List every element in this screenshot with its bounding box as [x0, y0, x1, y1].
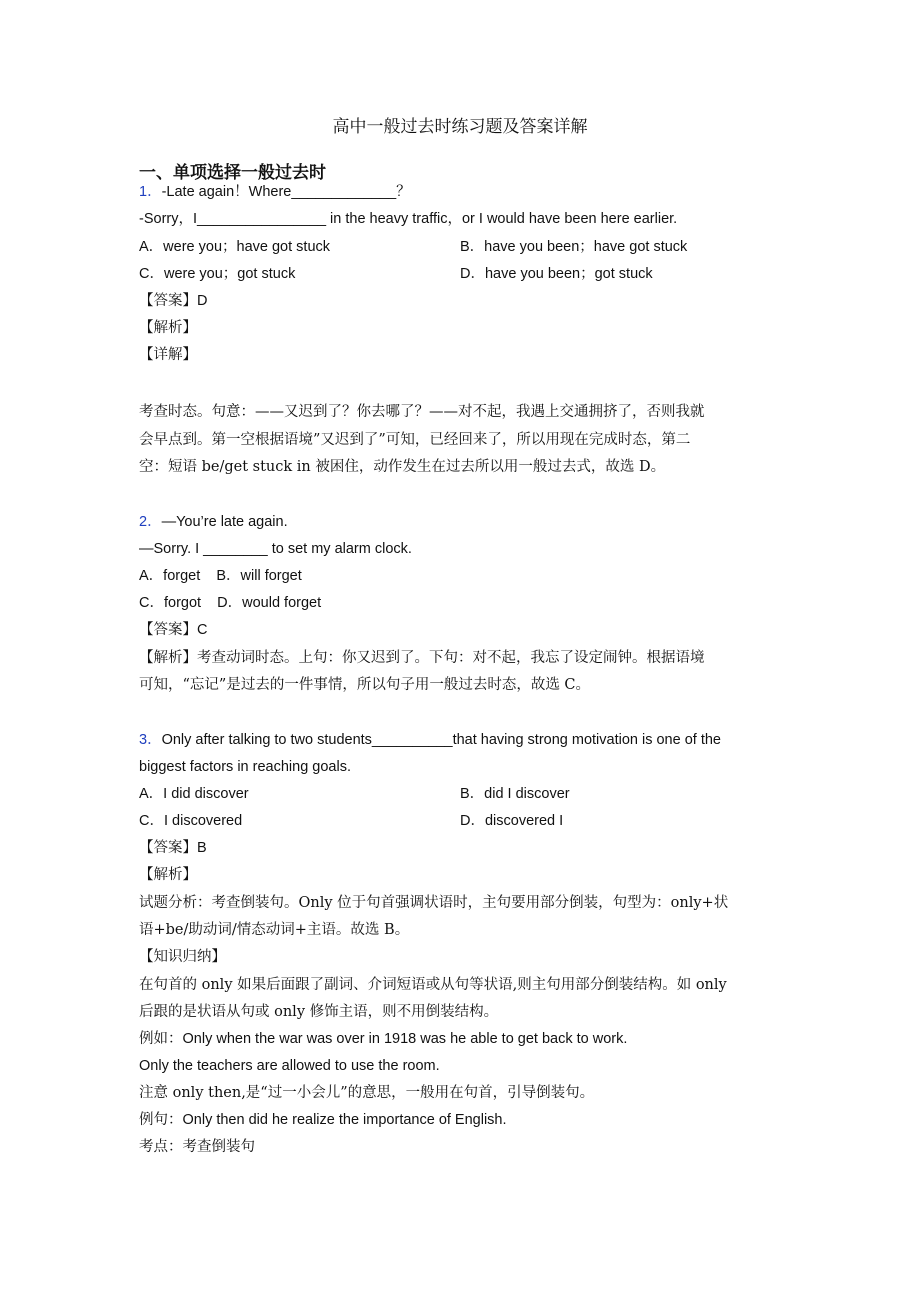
- answer: 【答案】D: [139, 293, 208, 309]
- analysis-label: 【解析】: [139, 867, 197, 883]
- explanation-line: 试题分析：考查倒装句。Only 位于句首强调状语时，主句要用部分倒装，句型为：only+状: [139, 895, 729, 911]
- knowledge-line: 在句首的 only 如果后面跟了副词、介词短语或从句等状语,则主句用部分倒装结构。如 only: [139, 977, 727, 993]
- option-b: B．did I discover: [460, 786, 570, 802]
- explanation-line: 语+be/助动词/情态动词+主语。故选 B。: [139, 922, 410, 938]
- question-2-line2: —Sorry. I ________ to set my alarm clock.: [139, 541, 412, 557]
- explanation-line: 【解析】考查动词时态。上句：你又迟到了。下句：对不起，我忘了设定闹钟。根据语境: [139, 650, 705, 666]
- question-text: -Late again！Where_____________？: [161, 184, 411, 200]
- option-a: A．I did discover: [139, 786, 249, 802]
- option-b: B．have you been；have got stuck: [460, 239, 688, 255]
- options-ab: A．forget B．will forget: [139, 568, 302, 584]
- question-text: —You’re late again.: [161, 514, 288, 530]
- example-line: 例句：Only then did he realize the importance of English.: [139, 1112, 507, 1128]
- question-3-line2: biggest factors in reaching goals.: [139, 759, 351, 775]
- answer: 【答案】C: [139, 622, 208, 638]
- question-number: 1．: [139, 184, 162, 200]
- explanation-line: 空：短语 be/get stuck in 被困住，动作发生在过去所以用一般过去式，故选 D。: [139, 459, 666, 475]
- question-1-stem: [139, 182, 411, 202]
- explanation-line: 考查时态。句意：——又迟到了？你去哪了？——对不起，我遇上交通拥挤了，否则我就: [139, 404, 705, 420]
- option-d: D．have you been；got stuck: [460, 266, 653, 282]
- answer: 【答案】B: [139, 840, 207, 856]
- test-point: 考点：考查倒装句: [139, 1139, 255, 1155]
- question-number: 3．: [139, 732, 162, 748]
- document-title: 高中一般过去时练习题及答案详解: [332, 117, 588, 137]
- section-heading: 一、单项选择一般过去时: [139, 163, 326, 182]
- option-a: A．were you；have got stuck: [139, 239, 331, 255]
- question-number: 2．: [139, 514, 162, 530]
- knowledge-label: 【知识归纳】: [139, 949, 226, 965]
- question-1-line2: -Sorry，I________________ in the heavy traffic，or I would have been here earlier.: [139, 211, 678, 227]
- question-3-stem: [139, 730, 721, 750]
- detail-label: 【详解】: [139, 347, 197, 363]
- example-line: 例如：Only when the war was over in 1918 was he able to get back to work.: [139, 1031, 628, 1047]
- options-cd: C．forgot D．would forget: [139, 595, 322, 611]
- example-line: Only the teachers are allowed to use the room.: [139, 1058, 440, 1074]
- analysis-label: 【解析】: [139, 320, 197, 336]
- question-text: Only after talking to two students__________that having strong motivation is one of the: [161, 732, 721, 748]
- explanation-line: 会早点到。第一空根据语境”又迟到了”可知，已经回来了，所以用现在完成时态，第二: [139, 432, 691, 448]
- option-d: D．discovered I: [460, 813, 564, 829]
- explanation-line: 可知，“忘记”是过去的一件事情，所以句子用一般过去时态，故选 C。: [139, 677, 591, 693]
- option-c: C．were you；got stuck: [139, 266, 296, 282]
- option-c: C．I discovered: [139, 813, 243, 829]
- question-2-stem: [139, 512, 288, 532]
- knowledge-line: 后跟的是状语从句或 only 修饰主语，则不用倒装结构。: [139, 1004, 499, 1020]
- note-line: 注意 only then,是“过一小会儿”的意思，一般用在句首，引导倒装句。: [139, 1085, 595, 1101]
